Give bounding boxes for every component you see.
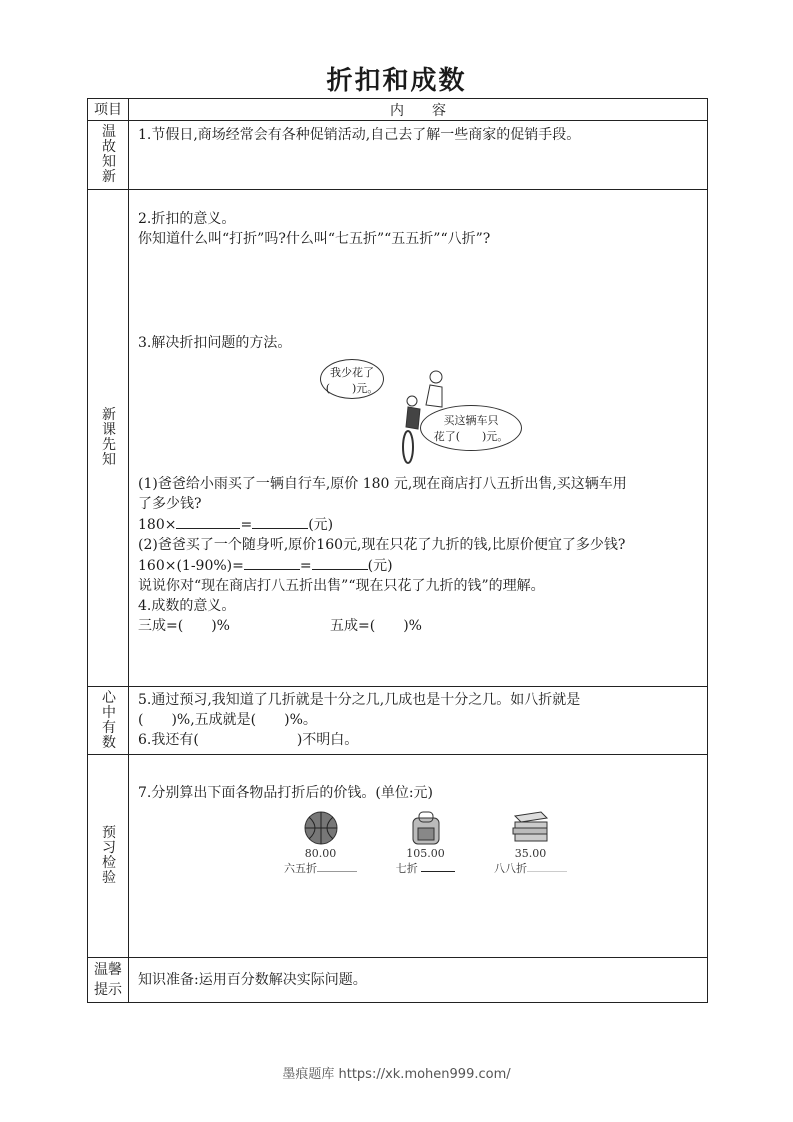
page-title: 折扣和成数 bbox=[326, 66, 467, 96]
row-label-preview-check bbox=[88, 755, 129, 958]
row-content-tips bbox=[129, 958, 708, 1003]
row-tips bbox=[88, 958, 708, 1003]
label-text: 新课先知 bbox=[102, 407, 116, 468]
row-content-preview-check bbox=[129, 755, 708, 958]
row-content-review bbox=[129, 121, 708, 190]
row-new-lesson bbox=[88, 190, 708, 687]
footer-watermark: 墨痕题库 https://xk.mohen999.com/ bbox=[282, 1067, 511, 1082]
q4-title: 4.成数的意义。 bbox=[138, 598, 236, 614]
row-label-understanding bbox=[88, 687, 129, 755]
item-discount: 八八折 bbox=[494, 862, 527, 875]
speech-cloud-right bbox=[420, 405, 522, 451]
row-label-new-lesson bbox=[88, 190, 129, 687]
q2-text: 你知道什么叫“打折”吗?什么叫“七五折”“五五折”“八折”? bbox=[138, 231, 491, 247]
books-icon bbox=[478, 809, 583, 847]
row-label-tips bbox=[88, 958, 129, 1003]
answer-blank[interactable] bbox=[317, 861, 357, 872]
item-books bbox=[478, 809, 583, 876]
q4-a: 三成=( )% bbox=[138, 618, 230, 634]
speech-cloud-left bbox=[320, 359, 384, 399]
row-understanding bbox=[88, 687, 708, 755]
q3-title: 3.解决折扣问题的方法。 bbox=[138, 335, 292, 351]
cloud-text: 买这辆车只 bbox=[443, 414, 499, 427]
row-preview-check bbox=[88, 755, 708, 958]
label-text: 温故知新 bbox=[102, 124, 116, 185]
item-discount: 七折 bbox=[395, 862, 418, 875]
p1-line2: 了多少钱? bbox=[138, 496, 202, 512]
header-item: 项目 bbox=[88, 99, 129, 121]
formula-unit: (元) bbox=[308, 517, 334, 533]
row-content-new-lesson bbox=[129, 190, 708, 687]
label-text: 预习检验 bbox=[102, 825, 116, 886]
item-price: 80.00 bbox=[304, 847, 337, 860]
worksheet-table bbox=[87, 98, 708, 1003]
row-review bbox=[88, 121, 708, 190]
answer-blank[interactable] bbox=[421, 861, 455, 872]
basketball-icon bbox=[268, 809, 373, 847]
formula-prefix: 160×(1-90%)= bbox=[138, 558, 244, 574]
label-text: 心中有数 bbox=[102, 689, 116, 751]
answer-blank[interactable] bbox=[312, 555, 368, 570]
q5-line2: ( )%,五成就是( )%。 bbox=[138, 712, 317, 728]
q7-title: 7.分别算出下面各物品打折后的价钱。(单位:元) bbox=[138, 785, 433, 801]
item-discount-row bbox=[478, 860, 583, 876]
item-discount-row bbox=[268, 860, 373, 876]
formula-prefix: 180× bbox=[138, 517, 177, 533]
q5-line1: 5.通过预习,我知道了几折就是十分之几,几成也是十分之几。如八折就是 bbox=[138, 692, 581, 708]
tips-text: 知识准备:运用百分数解决实际问题。 bbox=[138, 972, 367, 988]
item-list bbox=[268, 809, 707, 876]
q6-text: 6.我还有( )不明白。 bbox=[138, 732, 359, 748]
q4-b: 五成=( )% bbox=[330, 618, 422, 634]
table-header-row bbox=[88, 99, 708, 121]
cloud-text: 我少花了 bbox=[330, 366, 374, 379]
cloud-text: 花了( )元。 bbox=[433, 430, 509, 443]
row-label-review bbox=[88, 121, 129, 190]
item-discount: 六五折 bbox=[284, 862, 317, 875]
answer-blank[interactable] bbox=[527, 861, 567, 872]
label-text: 温馨提示 bbox=[94, 962, 122, 998]
answer-blank[interactable] bbox=[176, 514, 240, 529]
answer-blank[interactable] bbox=[244, 555, 300, 570]
q1-text: 1.节假日,商场经常会有各种促销活动,自己去了解一些商家的促销手段。 bbox=[138, 127, 581, 143]
answer-blank[interactable] bbox=[252, 514, 308, 529]
item-discount-row bbox=[373, 860, 478, 876]
header-content: 内 容 bbox=[129, 99, 708, 121]
father-son-bicycle-illustration bbox=[308, 353, 538, 468]
backpack-icon bbox=[373, 809, 478, 847]
item-price: 35.00 bbox=[514, 847, 547, 860]
cloud-text: ( )元。 bbox=[325, 382, 379, 395]
formula-eq: = bbox=[299, 558, 312, 574]
item-price: 105.00 bbox=[406, 847, 445, 860]
p2-line1: (2)爸爸买了一个随身听,原价160元,现在只花了九折的钱,比原价便宜了多少钱? bbox=[138, 537, 626, 553]
formula-eq: = bbox=[240, 517, 253, 533]
formula-unit: (元) bbox=[367, 558, 393, 574]
p1-formula bbox=[138, 514, 707, 535]
item-basketball bbox=[268, 809, 373, 876]
q2-title: 2.折扣的意义。 bbox=[138, 211, 236, 227]
p1-line1: (1)爸爸给小雨买了一辆自行车,原价 180 元,现在商店打八五折出售,买这辆车用 bbox=[138, 476, 627, 492]
item-backpack bbox=[373, 809, 478, 876]
q4-answers bbox=[138, 616, 707, 636]
p2-formula bbox=[138, 555, 707, 576]
row-content-understanding bbox=[129, 687, 708, 755]
explain-text: 说说你对“现在商店打八五折出售”“现在只花了九折的钱”的理解。 bbox=[138, 578, 545, 594]
